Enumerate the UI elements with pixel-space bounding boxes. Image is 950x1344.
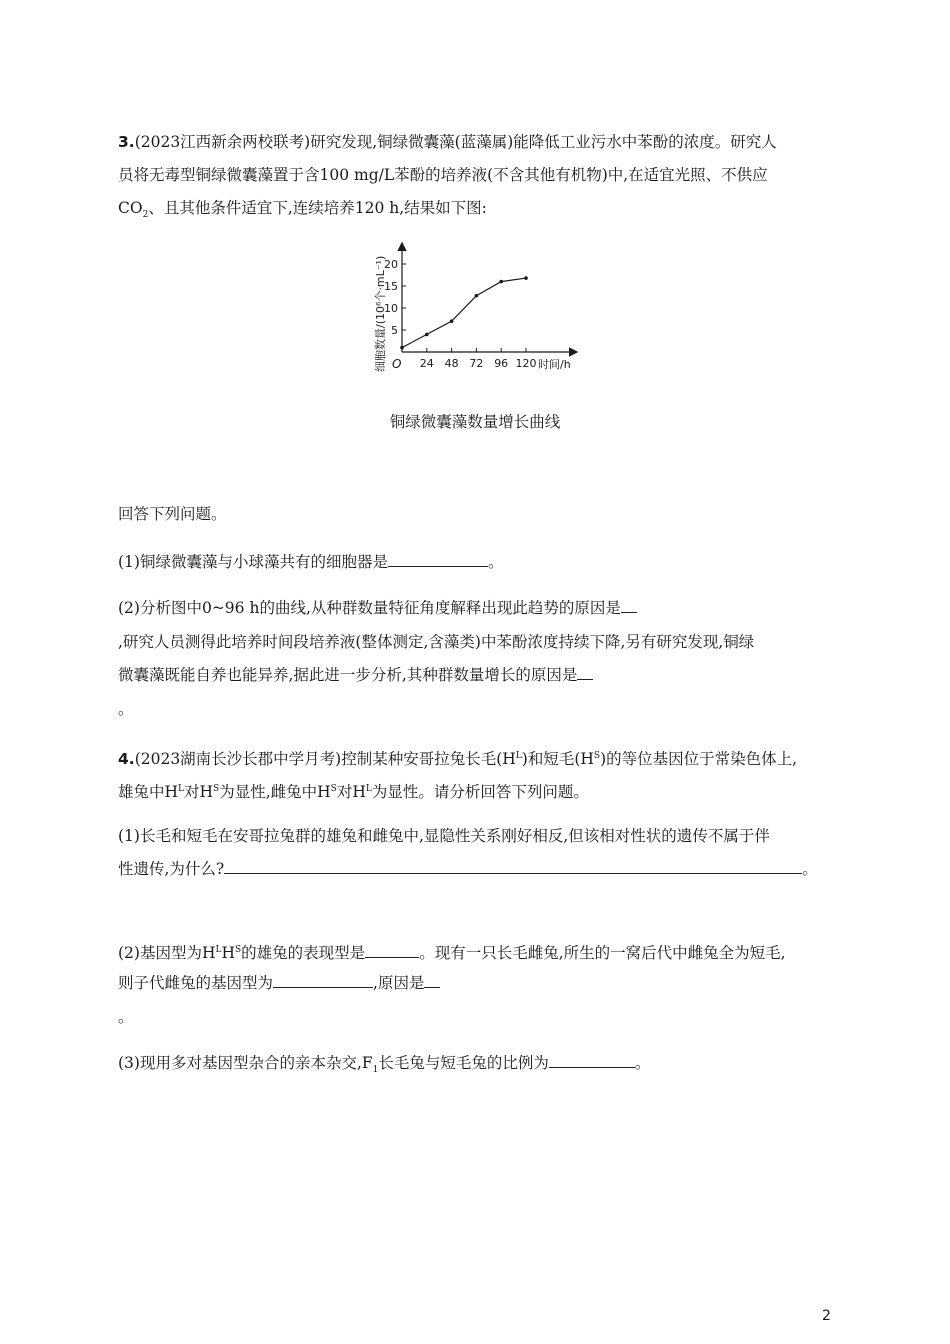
q4-number: 4. bbox=[118, 750, 135, 769]
answer-blank[interactable] bbox=[424, 973, 440, 988]
data-point bbox=[400, 346, 404, 350]
q4-sub3: (3)现用多对基因型杂合的亲本杂交$,F_1$长毛兔与短毛兔的比例为 。 bbox=[118, 1054, 651, 1076]
x-tick-label: 48 bbox=[444, 357, 459, 370]
answer-blank[interactable] bbox=[621, 598, 637, 613]
data-point bbox=[499, 280, 503, 284]
x-tick-label: 96 bbox=[494, 357, 509, 370]
q4-line-2: 雄兔中$H^L$对$H^S$为显性,雌兔中$H^S$对$H^L$为显性。请分析回答下列问题。 bbox=[118, 783, 589, 802]
origin-label: O bbox=[392, 357, 402, 371]
q3-sub2-line-2: ,研究人员测得此培养时间段培养液(整体测定,含藻类)中苯酚浓度持续下降,另有研究发现,铜绿 bbox=[118, 633, 755, 651]
q4-sub2-line-2: 则子代雌兔的基因型为 ,原因是 bbox=[118, 973, 440, 993]
y-tick-label: 5 bbox=[391, 324, 398, 337]
q3-sub1: (1)铜绿微囊藻与小球藻共有的细胞器是 。 bbox=[118, 553, 504, 571]
answer-blank[interactable] bbox=[273, 973, 373, 988]
q4-line-1: 4.(2023湖南长沙长郡中学月考)控制某种安哥拉兔长毛$(H^L)$和短毛$(H^S)$的等位基因位于常染色体上, bbox=[118, 750, 798, 769]
chart-caption: 铜绿微囊藻数量增长曲线 bbox=[389, 413, 561, 431]
q3-line-3: $CO_2$、且其他条件适宜下,连续培养120 h,结果如下图: bbox=[118, 199, 487, 221]
q3-number: 3. bbox=[118, 133, 135, 151]
q3-sub2-line-3: 微囊藻既能自养也能异养,据此进一步分析,其种群数量增长的原因是 bbox=[118, 665, 593, 685]
q3-prompt: 回答下列问题。 bbox=[118, 505, 227, 523]
y-tick-label: 20 bbox=[384, 258, 398, 271]
y-tick-label: 10 bbox=[384, 302, 398, 315]
series-line bbox=[402, 278, 526, 348]
answer-blank[interactable] bbox=[577, 665, 593, 680]
q3-line-1: 3.(2023江西新余两校联考)研究发现,铜绿微囊藻(蓝藻属)能降低工业污水中苯酚的浓度。研究人 bbox=[118, 133, 777, 151]
q4-sub1-line-1: (1)长毛和短毛在安哥拉兔群的雄兔和雌兔中,显隐性关系刚好相反,但该相对性状的遗传不属于伴 bbox=[118, 827, 770, 845]
q4-sub2-end: 。 bbox=[118, 1008, 134, 1026]
x-tick-label: 120 bbox=[515, 357, 537, 370]
x-axis-label: 时间/h bbox=[538, 358, 571, 371]
x-tick-label: 24 bbox=[419, 357, 434, 370]
answer-blank[interactable] bbox=[224, 859, 802, 874]
y-tick-label: 15 bbox=[384, 280, 398, 293]
data-point bbox=[425, 333, 429, 337]
q3-sub2-line-1: (2)分析图中0~96 h的曲线,从种群数量特征角度解释出现此趋势的原因是 bbox=[118, 598, 637, 618]
q3-line-2: 员将无毒型铜绿微囊藻置于含100 mg/L苯酚的培养液(不含其他有机物)中,在适宜光照、不供应 bbox=[118, 166, 768, 184]
y-ticks bbox=[384, 258, 406, 337]
x-ticks bbox=[420, 348, 537, 370]
data-point bbox=[524, 276, 528, 280]
q4-sub1-line-2: 性遗传,为什么? 。 bbox=[118, 860, 818, 878]
answer-blank[interactable] bbox=[549, 1053, 635, 1068]
answer-blank[interactable] bbox=[388, 552, 488, 567]
x-tick-label: 72 bbox=[469, 357, 484, 370]
data-point bbox=[450, 319, 454, 323]
growth-chart bbox=[368, 238, 588, 378]
page-number: 2 bbox=[822, 1308, 831, 1324]
answer-blank[interactable] bbox=[365, 943, 419, 958]
q4-sub2-line-1: (2)基因型为$H^LH^S$的雄兔的表现型是 。现有一只长毛雌兔,所生的一窝后代中雌兔全为短毛, bbox=[118, 944, 786, 963]
q3-sub2-end: 。 bbox=[118, 700, 134, 718]
data-point bbox=[475, 294, 479, 298]
y-axis-label: 细胞数量/(10⁶个·mL⁻¹) bbox=[374, 255, 387, 372]
